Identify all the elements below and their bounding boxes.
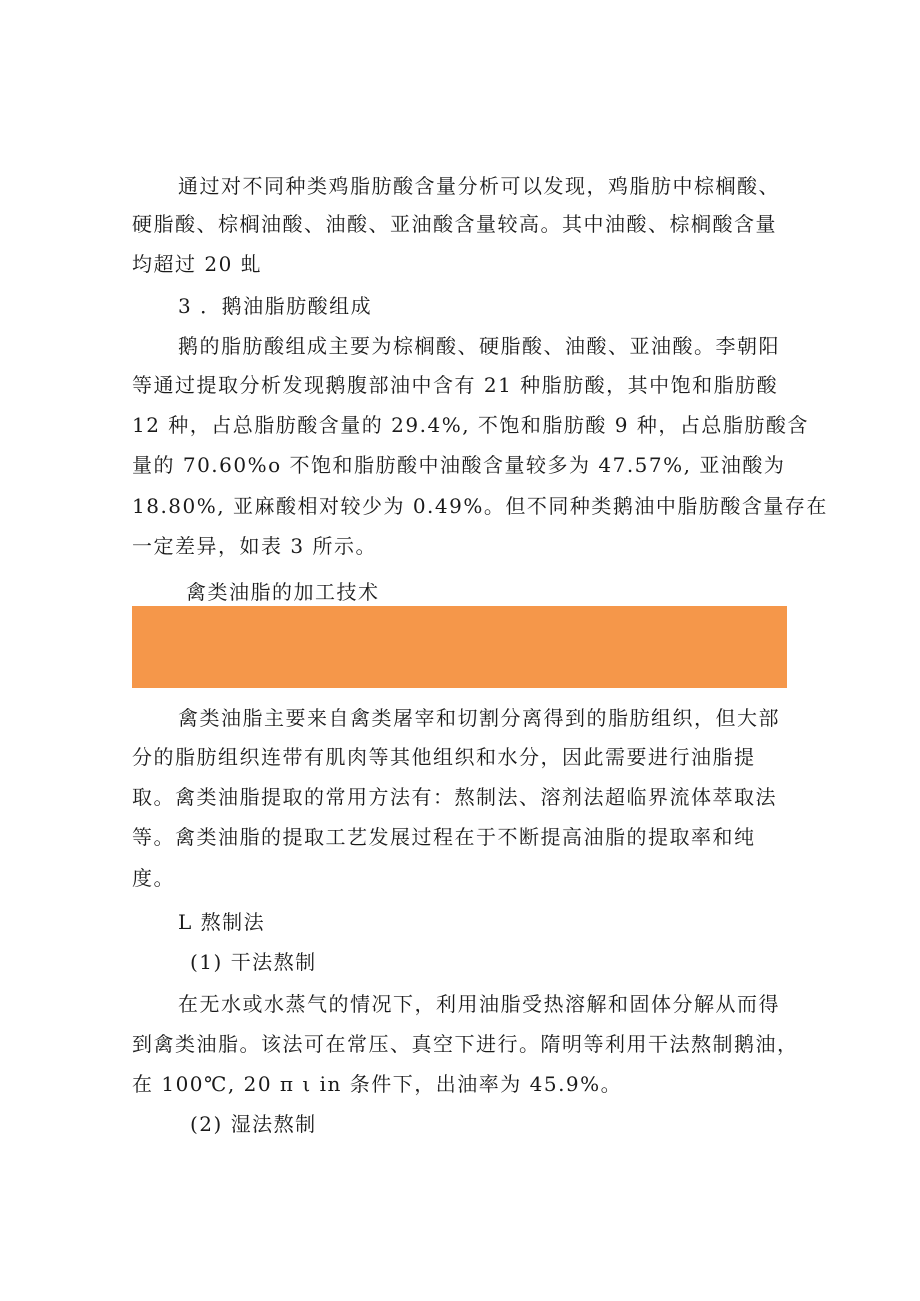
paragraph-line: 量的 70.60%o 不饱和脂肪酸中油酸含量较多为 47.57%, 亚油酸为: [132, 453, 786, 477]
subsection-heading-dry: (1) 干法熬制: [190, 950, 317, 974]
paragraph-line: 等。禽类油脂的提取工艺发展过程在于不断提高油脂的提取率和纯: [132, 825, 756, 849]
paragraph-line: 鹅的脂肪酸组成主要为棕榈酸、硬脂酸、油酸、亚油酸。李朝阳: [178, 334, 780, 358]
paragraph-line: 到禽类油脂。该法可在常压、真空下进行。隋明等利用干法熬制鹅油，: [132, 1032, 799, 1056]
paragraph-line: 禽类油脂主要来自禽类屠宰和切割分离得到的脂肪组织，但大部: [178, 706, 780, 730]
orange-banner: [132, 606, 787, 688]
paragraph-line: 取。禽类油脂提取的常用方法有：熬制法、溶剂法超临界流体萃取法: [132, 785, 777, 809]
paragraph-line: 在 100℃, 20 π ι in 条件下，出油率为 45.9%。: [132, 1072, 623, 1096]
paragraph-line: 均超过 20 虬: [132, 252, 263, 276]
paragraph-line: 18.80%, 亚麻酸相对较少为 0.49%。但不同种类鹅油中脂肪酸含量存在: [132, 494, 828, 518]
section-heading-processing: 禽类油脂的加工技术: [186, 580, 380, 604]
paragraph-line: 硬脂酸、棕榈油酸、油酸、亚油酸含量较高。其中油酸、棕榈酸含量: [132, 212, 777, 236]
paragraph-line: 12 种，占总脂肪酸含量的 29.4%, 不饱和脂肪酸 9 种，占总脂肪酸含: [132, 413, 809, 437]
paragraph-line: 通过对不同种类鸡脂肪酸含量分析可以发现，鸡脂肪中棕榈酸、: [178, 174, 780, 198]
paragraph-line: 等通过提取分析发现鹅腹部油中含有 21 种脂肪酸，其中饱和脂肪酸: [132, 373, 779, 397]
subsection-heading-wet: (2) 湿法熬制: [190, 1112, 317, 1136]
section-heading-rendering: L 熬制法: [178, 910, 266, 934]
paragraph-line: 在无水或水蒸气的情况下，利用油脂受热溶解和固体分解从而得: [178, 992, 780, 1016]
paragraph-line: 度。: [132, 866, 175, 890]
section-heading-goose: 3 ．鹅油脂肪酸组成: [178, 294, 373, 318]
paragraph-line: 分的脂肪组织连带有肌肉等其他组织和水分，因此需要进行油脂提: [132, 745, 756, 769]
paragraph-line: 一定差异，如表 3 所示。: [132, 534, 377, 558]
